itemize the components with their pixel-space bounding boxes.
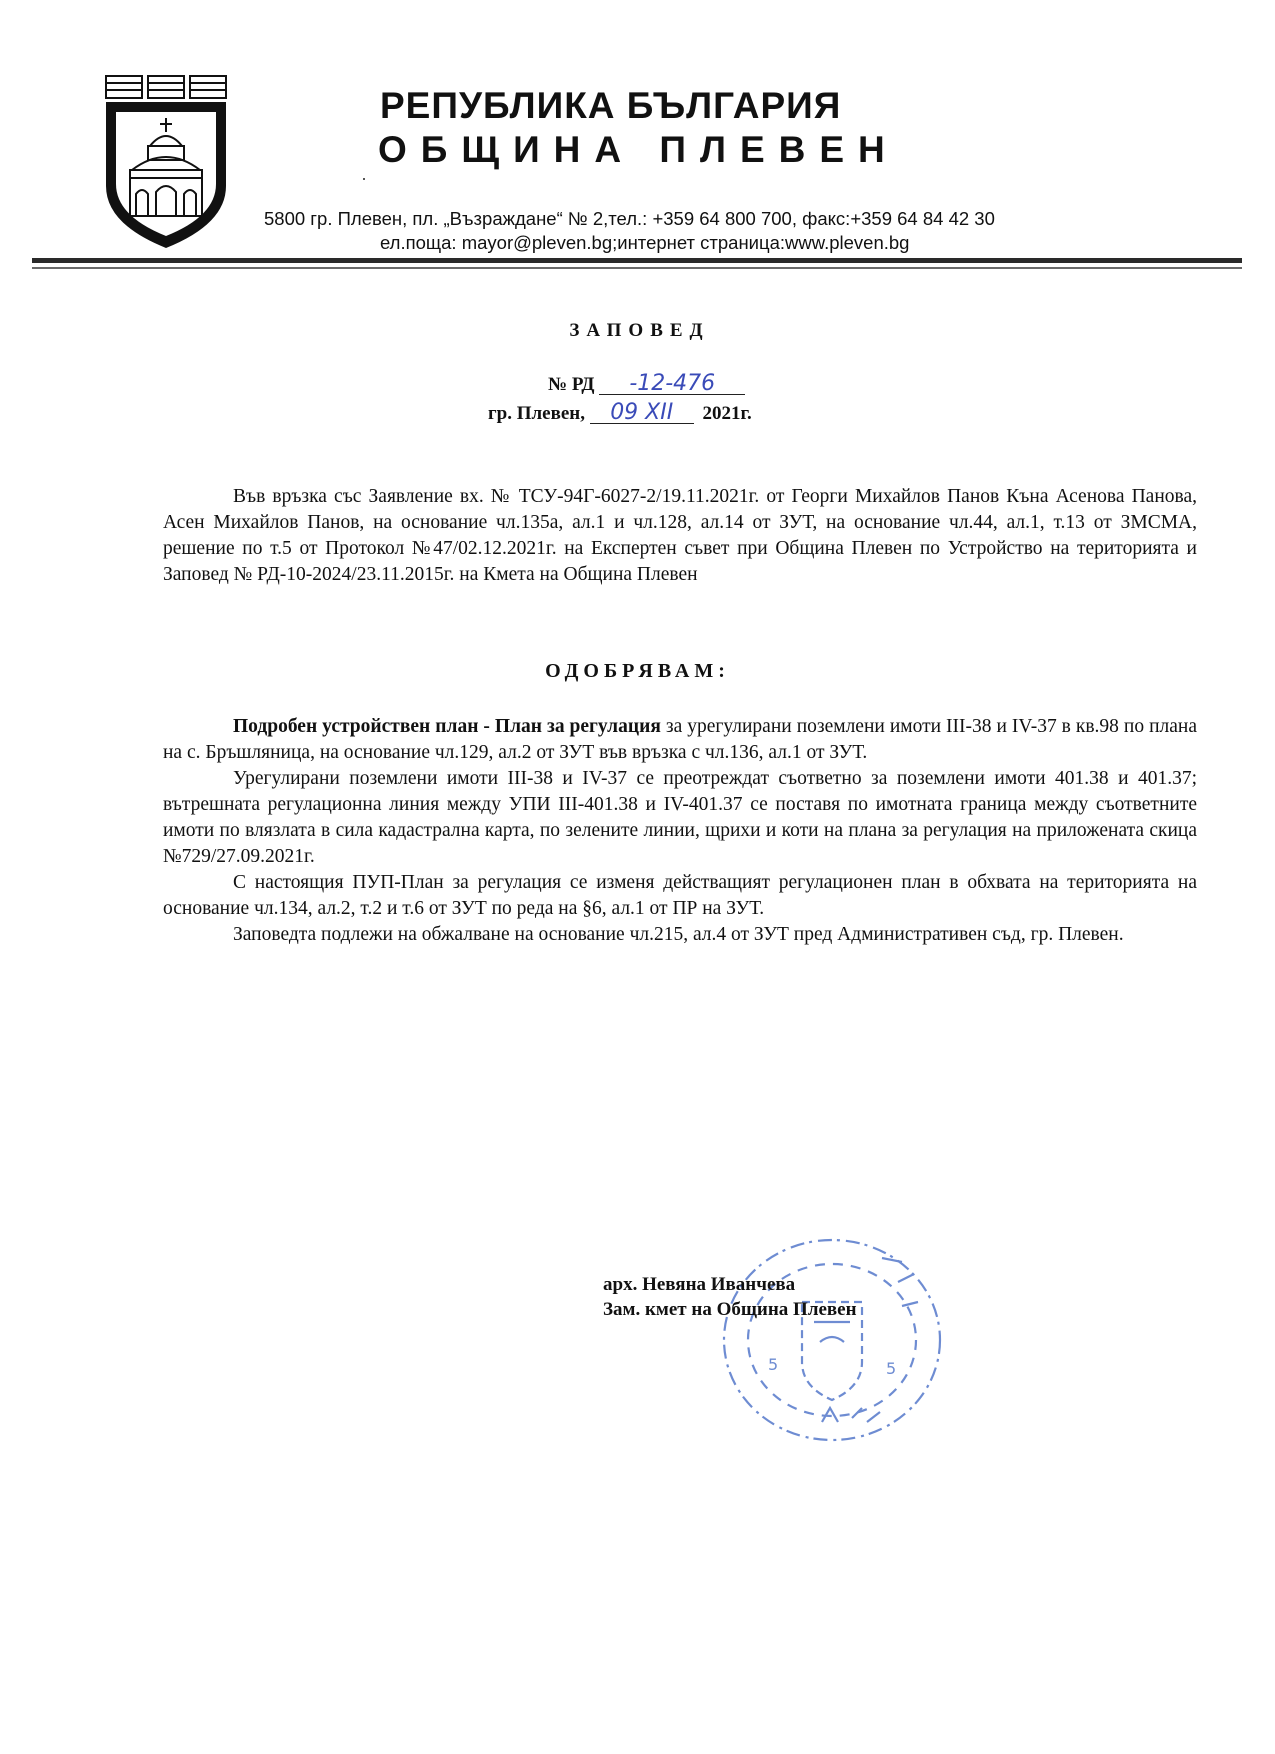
header-rule — [32, 258, 1242, 263]
plan-title: Подробен устройствен план - План за регулация — [233, 716, 661, 737]
letterhead-contact: ел.поща: mayor@pleven.bg;интернет страница:www.pleven.bg — [380, 232, 910, 253]
order-date — [488, 400, 848, 425]
decision-paragraph-4: Заповедта подлежи на обжалване на основание чл.215, ал.4 от ЗУТ пред Административен съд, гр. Плевен. — [233, 924, 1124, 945]
letterhead-subtitle: ОБЩИНА ПЛЕВЕН — [378, 129, 899, 170]
intro-paragraph — [163, 484, 1197, 588]
decision-paragraphs — [163, 714, 1197, 948]
svg-text:5: 5 — [886, 1359, 897, 1378]
signature-block — [603, 1272, 1023, 1322]
order-number-handwritten: -12-476 — [599, 374, 745, 395]
letterhead-title: РЕПУБЛИКА БЪЛГАРИЯ — [380, 85, 842, 126]
scan-dot — [363, 178, 365, 180]
order-number-prefix: № РД — [548, 374, 595, 395]
order-number — [548, 371, 848, 396]
order-title: ЗАПОВЕД — [569, 320, 710, 341]
municipal-stamp-icon — [702, 1222, 952, 1452]
approve-heading: ОДОБРЯВАМ: — [545, 660, 730, 682]
decision-paragraph-1-text: за урегулирани поземлени имоти III-38 и IV-37 в кв.98 по плана на с. Бръшляница, на основание чл.129, ал.2 от ЗУТ във връзка с чл.136, ал.1 от ЗУТ. — [163, 716, 1197, 763]
pleven-crest-icon — [102, 74, 230, 250]
order-place: гр. Плевен, — [488, 403, 585, 424]
intro-text: Във връзка със Заявление вх. № ТСУ-94Г-6027-2/19.11.2021г. от Георги Михайлов Панов Къна Асенова Панова, Асен Михайлов Панов, на основание чл.135а, ал.1 и чл.128, ал.14 от ЗУТ, на основание чл.44, ал.1, т.13 от ЗМСМА, решение по т.5 от Протокол №47/02.12.2021г. на Експертен съвет при Община Плевен по Устройство на територията и Заповед № РД-10-2024/23.11.2015г. на Кмета на Община Плевен — [163, 486, 1197, 585]
header-rule-thin — [32, 267, 1242, 269]
signatory-position: Зам. кмет на Община Плевен — [603, 1299, 857, 1320]
svg-text:5: 5 — [768, 1355, 779, 1374]
order-date-handwritten: 09 XII — [590, 403, 694, 424]
decision-paragraph-1 — [163, 714, 1197, 766]
decision-paragraph-2: Урегулирани поземлени имоти III-38 и IV-37 се преотреждат съответно за поземлени имоти 401.38 и 401.37; вътрешната регулационна линия между УПИ III-401.38 и IV-401.37 се поставя по имотната граница между съответните имоти по влязлата в сила кадастрална карта, по зелените линии, щрихи и коти на плана за регулация на приложената скица №729/27.09.2021г. — [163, 768, 1197, 867]
decision-paragraph-3: С настоящия ПУП-План за регулация се изменя действащият регулационен план в обхвата на територията на основание чл.134, ал.2, т.2 и т.6 от ЗУТ по реда на §6, ал.1 от ПР на ЗУТ. — [163, 872, 1197, 919]
signatory-name: арх. Невяна Иванчева — [603, 1274, 796, 1295]
letterhead-address: 5800 гр. Плевен, пл. „Възраждане“ № 2,тел.: +359 64 800 700, факс:+359 64 84 42 30 — [264, 208, 995, 229]
order-year: 2021г. — [702, 403, 752, 424]
